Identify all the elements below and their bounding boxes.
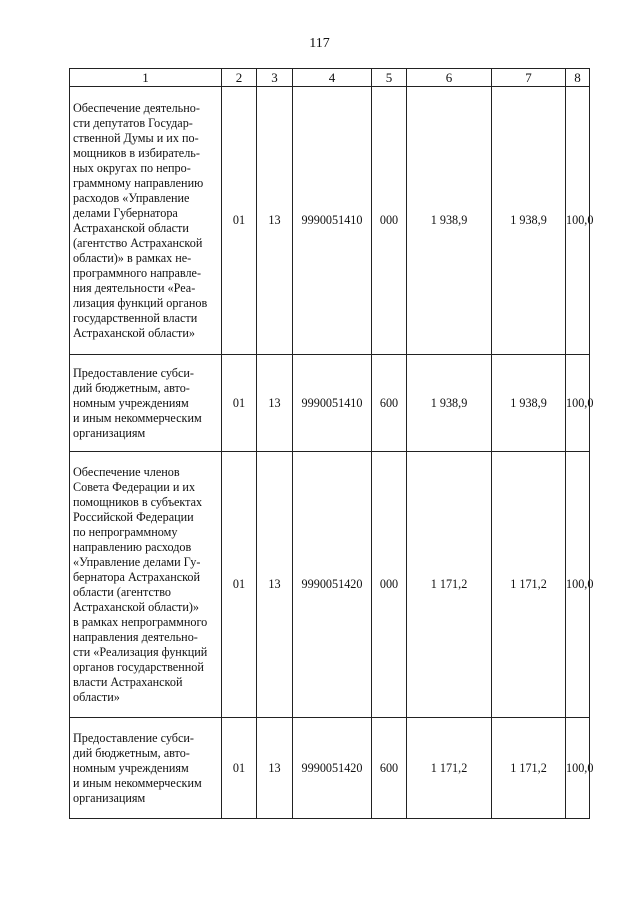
expense-type-code: 600 [372,718,407,819]
page-number: 117 [309,36,330,51]
description-line: Астраханской области» [73,325,195,340]
planned-amount: 1 938,9 [407,87,492,355]
description-line: (агентство Астраханской [73,235,203,250]
table-row [70,718,590,819]
description-line: номным учреждениям [73,760,189,775]
column-header: 6 [407,69,492,87]
description-line: области» [73,689,120,704]
column-header: 7 [492,69,566,87]
description-line: области)» в рамках не- [73,250,192,265]
target-article-code: 9990051420 [293,452,372,718]
expense-type-code: 000 [372,452,407,718]
execution-percent: 100,0 [566,452,590,718]
description-line: организациям [73,425,146,440]
description-line: помощников в субъектах [73,494,203,509]
actual-amount: 1 171,2 [492,452,566,718]
description-line: ных округах по непро- [73,160,191,175]
description-line: сти «Реализация функций [73,644,208,659]
description-line: области (агентство [73,584,171,599]
description-line: по непрограммному [73,524,178,539]
description-line: Предоставление субси- [73,365,194,380]
column-header: 8 [566,69,590,87]
column-header: 4 [293,69,372,87]
subsection-code: 13 [257,452,293,718]
description-line: ния деятельности «Реа- [73,280,196,295]
section-code: 01 [222,87,257,355]
execution-percent: 100,0 [566,718,590,819]
description-line: дий бюджетным, авто- [73,745,190,760]
subsection-code: 13 [257,355,293,452]
table-row [70,452,590,718]
column-header: 5 [372,69,407,87]
table-row [70,87,590,355]
description-line: номным учреждениям [73,395,189,410]
column-header: 2 [222,69,257,87]
description-line: Астраханской области)» [73,599,200,614]
budget-table [69,68,594,819]
column-header: 1 [70,69,222,87]
row-description [70,355,222,452]
target-article-code: 9990051410 [293,87,372,355]
description-line: расходов «Управление [73,190,190,205]
description-line: ственной Думы и их по- [73,130,199,145]
target-article-code: 9990051410 [293,355,372,452]
execution-percent: 100,0 [566,87,590,355]
actual-amount: 1 938,9 [492,355,566,452]
description-line: «Управление делами Гу- [73,554,201,569]
description-line: Российской Федерации [73,509,194,524]
description-line: сти депутатов Государ- [73,115,193,130]
description-line: Совета Федерации и их [73,479,196,494]
planned-amount: 1 171,2 [407,452,492,718]
description-line: дий бюджетным, авто- [73,380,190,395]
description-line: государственной власти [73,310,198,325]
expense-type-code: 000 [372,87,407,355]
description-line: программного направле- [73,265,202,280]
planned-amount: 1 938,9 [407,355,492,452]
actual-amount: 1 171,2 [492,718,566,819]
description-line: лизация функций органов [73,295,208,310]
row-description [70,87,222,355]
expense-type-code: 600 [372,355,407,452]
subsection-code: 13 [257,718,293,819]
description-line: мощников в избиратель- [73,145,200,160]
planned-amount: 1 171,2 [407,718,492,819]
description-line: Астраханской области [73,220,189,235]
section-code: 01 [222,452,257,718]
description-line: в рамках непрограммного [73,614,208,629]
section-code: 01 [222,355,257,452]
description-line: Предоставление субси- [73,730,194,745]
section-code: 01 [222,718,257,819]
description-line: власти Астраханской [73,674,183,689]
description-line: граммному направлению [73,175,204,190]
description-line: делами Губернатора [73,205,178,220]
description-line: Обеспечение членов [73,464,180,479]
description-line: организациям [73,790,146,805]
description-line: бернатора Астраханской [73,569,201,584]
table-row [70,355,590,452]
column-header: 3 [257,69,293,87]
target-article-code: 9990051420 [293,718,372,819]
actual-amount: 1 938,9 [492,87,566,355]
row-description [70,718,222,819]
description-line: направления деятельно- [73,629,198,644]
description-line: направлению расходов [73,539,192,554]
subsection-code: 13 [257,87,293,355]
description-line: Обеспечение деятельно- [73,100,200,115]
description-line: органов государственной [73,659,204,674]
header-row [70,69,590,87]
row-description [70,452,222,718]
description-line: и иным некоммерческим [73,410,202,425]
execution-percent: 100,0 [566,355,590,452]
description-line: и иным некоммерческим [73,775,202,790]
